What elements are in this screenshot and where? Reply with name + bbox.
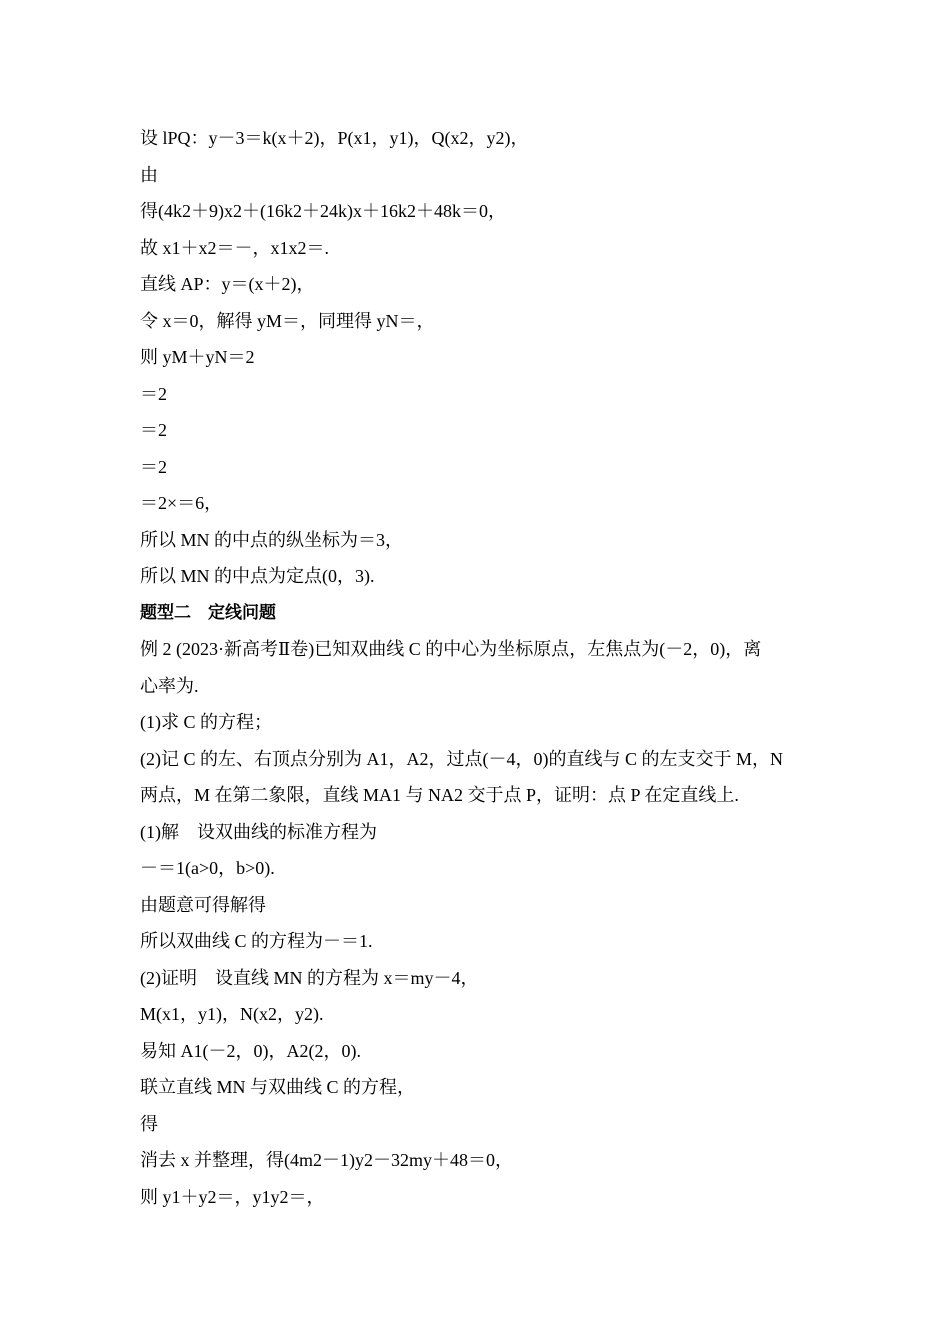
text-line: ＝2 [140,457,167,477]
text-line: 直线 AP：y＝(x＋2)， [140,274,315,294]
question-part: (2)记 C 的左、右顶点分别为 A1，A2，过点(－4，0)的直线与 C 的左支交于 M，N [140,749,783,769]
text-line: ＝2 [140,420,167,440]
solution-line: －＝1(a>0，b>0). [140,858,275,878]
example-text: 心率为. [140,676,199,696]
text-line: 则 yM＋yN＝2 [140,347,255,367]
section-heading: 题型二 定线问题 [140,603,276,623]
proof-line: 消去 x 并整理，得(4m2－1)y2－32my＋48＝0， [140,1150,513,1170]
text-line: 得(4k2＋9)x2＋(16k2＋24k)x＋16k2＋48k＝0， [140,201,506,221]
text-line: 所以 MN 的中点的纵坐标为＝3， [140,530,404,550]
solution-line: 所以双曲线 C 的方程为－＝1. [140,931,373,951]
text-line: 令 x＝0，解得 yM＝，同理得 yN＝， [140,311,435,331]
proof-line: 则 y1＋y2＝，y1y2＝， [140,1187,325,1207]
question-part: (1)求 C 的方程； [140,712,272,732]
proof-line: (2)证明 设直线 MN 的方程为 x＝my－4， [140,968,479,988]
solution-line: 由题意可得解得 [140,895,266,915]
text-line: 设 lPQ：y－3＝k(x＋2)，P(x1，y1)，Q(x2，y2)， [140,128,529,148]
proof-line: 易知 A1(－2，0)，A2(2，0). [140,1041,361,1061]
text-line: 故 x1＋x2＝－，x1x2＝. [140,238,329,258]
text-line: ＝2×＝6， [140,493,223,513]
text-line: ＝2 [140,384,167,404]
text-line: 所以 MN 的中点为定点(0，3). [140,566,375,586]
text-line: 由 [140,165,158,185]
example-text: 例 2 (2023·新高考Ⅱ卷)已知双曲线 C 的中心为坐标原点，左焦点为(－2，0)，离 [140,639,762,659]
proof-line: M(x1，y1)，N(x2，y2). [140,1004,324,1024]
solution-line: (1)解 设双曲线的标准方程为 [140,822,377,842]
proof-line: 得 [140,1114,158,1134]
question-part: 两点，M 在第二象限，直线 MA1 与 NA2 交于点 P，证明：点 P 在定直线上. [140,785,739,805]
proof-line: 联立直线 MN 与双曲线 C 的方程， [140,1077,416,1097]
